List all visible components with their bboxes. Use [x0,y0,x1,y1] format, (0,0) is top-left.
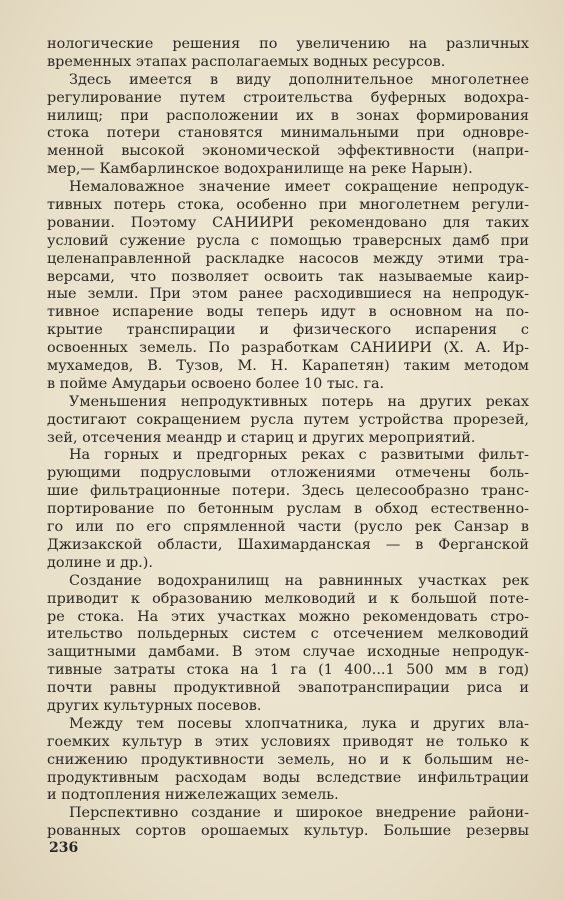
text-line: нологические решения по увеличению на различных [47,36,529,52]
text-line: Создание водохранилищ на равнинных участках рек [69,572,529,589]
text-line: нилищ; при расположении их в зонах формирования [47,107,529,124]
text-line: тивных потерь стока, особенно при многолетнем регули- [47,197,529,214]
text-line: рующими подрусловыми отложениями отмечены боль- [47,465,529,482]
text-line: рованных сортов орошаемых культур. Большие резервы [47,823,529,840]
text-line: ные земли. При этом ранее расходившиеся на непродук- [47,286,529,303]
text-line: достигают сокращением русла путем устройства прорезей, [47,411,529,428]
text-line: долине и др.). [47,554,153,571]
text-line: гоемких культур в этих условиях приводят не только к [47,733,529,750]
text-line: в пойме Амударьи освоено более 10 тыс. га. [47,375,385,392]
text-line: шие фильтрационные потери. Здесь целесообразно транс- [47,483,529,500]
text-line: снижению продуктивности земель, но и к большим не- [47,751,529,768]
text-line: тивные затраты стока на 1 га (1 400...1 500 мм в год) [47,662,529,679]
text-line: и подтопления нижележащих земель. [47,787,339,804]
text-line: мер,— Камбарлинское водохранилище на реке Нарын). [47,161,473,178]
text-line: крытие транспирации и физического испарения с [47,322,529,339]
text-line: Немаловажное значение имеет сокращение непродук- [69,179,529,196]
text-line: других культурных посевов. [47,697,262,714]
text-line: Уменьшения непродуктивных потерь на других реках [69,393,529,410]
text-line: зей, отсечения меандр и стариц и других мероприятий. [47,429,476,446]
text-line: регулирование путем строительства буферных водохра- [47,89,529,106]
text-line: мухамедов, В. Тузов, М. Н. Карапетян) таким методом [47,358,529,375]
text-line: ровании. Поэтому САНИИРИ рекомендовано для таких [47,214,529,231]
text-line: стока потери становятся минимальными при одновре- [47,125,529,142]
text-line: тивное испарение воды теперь идут в основном на по- [47,304,529,321]
text-line: Джизакской области, Шахимарданская — в Ферганской [47,536,529,553]
text-line: Здесь имеется в виду дополнительное многолетнее [69,71,529,88]
text-line: приводит к образованию мелководий и к большой поте- [47,590,529,607]
text-line: продуктивным расходам воды вследствие инфильтрации [47,769,529,786]
text-line: почти равны продуктивной эвапотранспирации риса и [47,680,529,697]
text-line: ительство польдерных систем с отсечением мелководий [47,626,529,643]
text-line: На горных и предгорных реках с развитыми фильт- [69,447,529,464]
text-line: версами, что позволяет освоить так называемые каир- [47,268,529,285]
text-line: портирование по бетонным руслам в обход естественно- [47,501,529,518]
text-line: условий сужение русла с помощью траверсных дамб при [47,232,529,249]
text-line: ре стока. На этих участках можно рекомендовать стро- [47,608,529,625]
text-line: менной высокой экономической эффективности (напри- [47,143,529,160]
text-line: защитными дамбами. В этом случае исходные непродук- [47,644,529,661]
page-number: 236 [49,840,79,856]
text-line: целенаправленной раскладке насосов между этими тра- [47,250,529,267]
text-line: освоенных земель. По разработкам САНИИРИ (Х. А. Ир- [47,340,529,357]
text-line: го или по его спрямленной части (русло рек Санзар в [47,519,529,536]
page-text [47,36,529,841]
text-line: Перспективно создание и широкое внедрение райони- [69,805,529,822]
text-line: временных этапах располагаемых водных ресурсов. [47,53,446,70]
text-line: Между тем посевы хлопчатника, лука и других вла- [69,715,529,732]
